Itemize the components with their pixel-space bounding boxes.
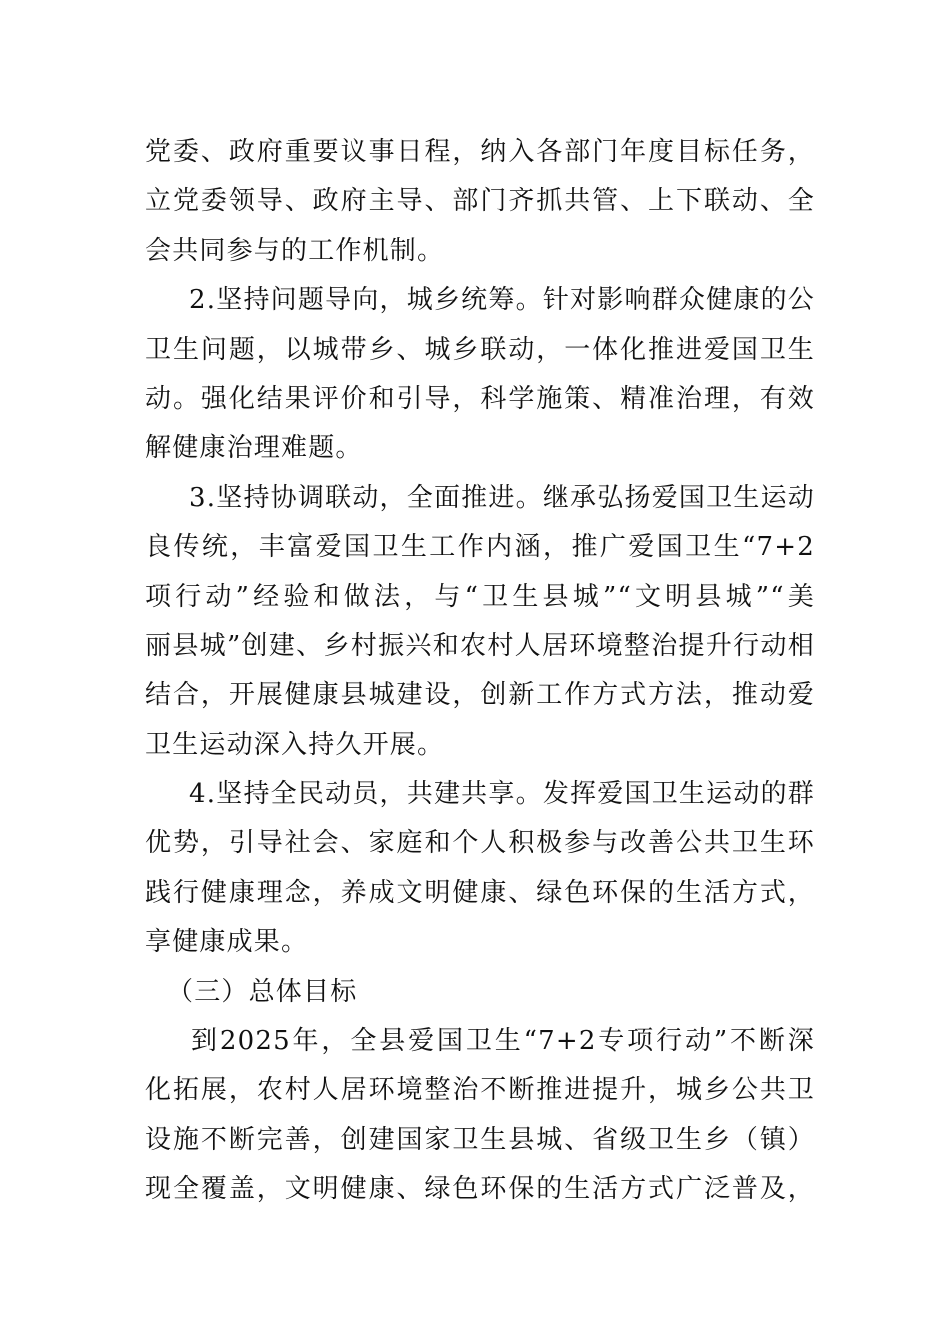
section-heading: （三）总体目标 [167, 976, 358, 1007]
text-line: 卫生问题，以城带乡、城乡联动，一体化推进爱国卫生 [145, 334, 815, 365]
text-line: 解健康治理难题。 [145, 433, 363, 464]
text-line: 设施不断完善，创建国家卫生县城、省级卫生乡（镇） [145, 1124, 815, 1155]
text-line: 会共同参与的工作机制。 [145, 235, 445, 266]
principle-4-line: 4.坚持全民动员，共建共享。发挥爱国卫生运动的群 [189, 779, 815, 810]
text-line: 动。强化结果评价和引导，科学施策、精准治理，有效 [145, 383, 815, 414]
target-paragraph-line: 到2025年，全县爱国卫生“7+2专项行动”不断深 [191, 1026, 815, 1057]
text-line: 项行动”经验和做法，与“卫生县城”“文明县城”“美 [145, 581, 815, 612]
text-line: 良传统，丰富爱国卫生工作内涵，推广爱国卫生“7+2 [145, 532, 815, 563]
text-line: 现全覆盖，文明健康、绿色环保的生活方式广泛普及， [145, 1174, 815, 1205]
text-line: 丽县城”创建、乡村振兴和农村人居环境整治提升行动相 [145, 630, 815, 661]
text-line: 党委、政府重要议事日程，纳入各部门年度目标任务， [145, 137, 815, 167]
principle-3-line: 3.坚持协调联动，全面推进。继承弘扬爱国卫生运动 [189, 482, 815, 513]
text-line: 结合，开展健康县城建设，创新工作方式方法，推动爱 [145, 680, 815, 711]
text-line: 践行健康理念，养成文明健康、绿色环保的生活方式， [145, 877, 815, 908]
text-line: 卫生运动深入持久开展。 [145, 729, 445, 760]
text-line: 享健康成果。 [145, 927, 309, 958]
document-body [145, 128, 815, 1215]
text-line: 立党委领导、政府主导、部门齐抓共管、上下联动、全 [145, 186, 815, 217]
text-line: 优势，引导社会、家庭和个人积极参与改善公共卫生环 [145, 828, 815, 859]
principle-2-line: 2.坚持问题导向，城乡统筹。针对影响群众健康的公 [189, 285, 815, 316]
text-line: 化拓展，农村人居环境整治不断推进提升，城乡公共卫 [145, 1075, 815, 1106]
